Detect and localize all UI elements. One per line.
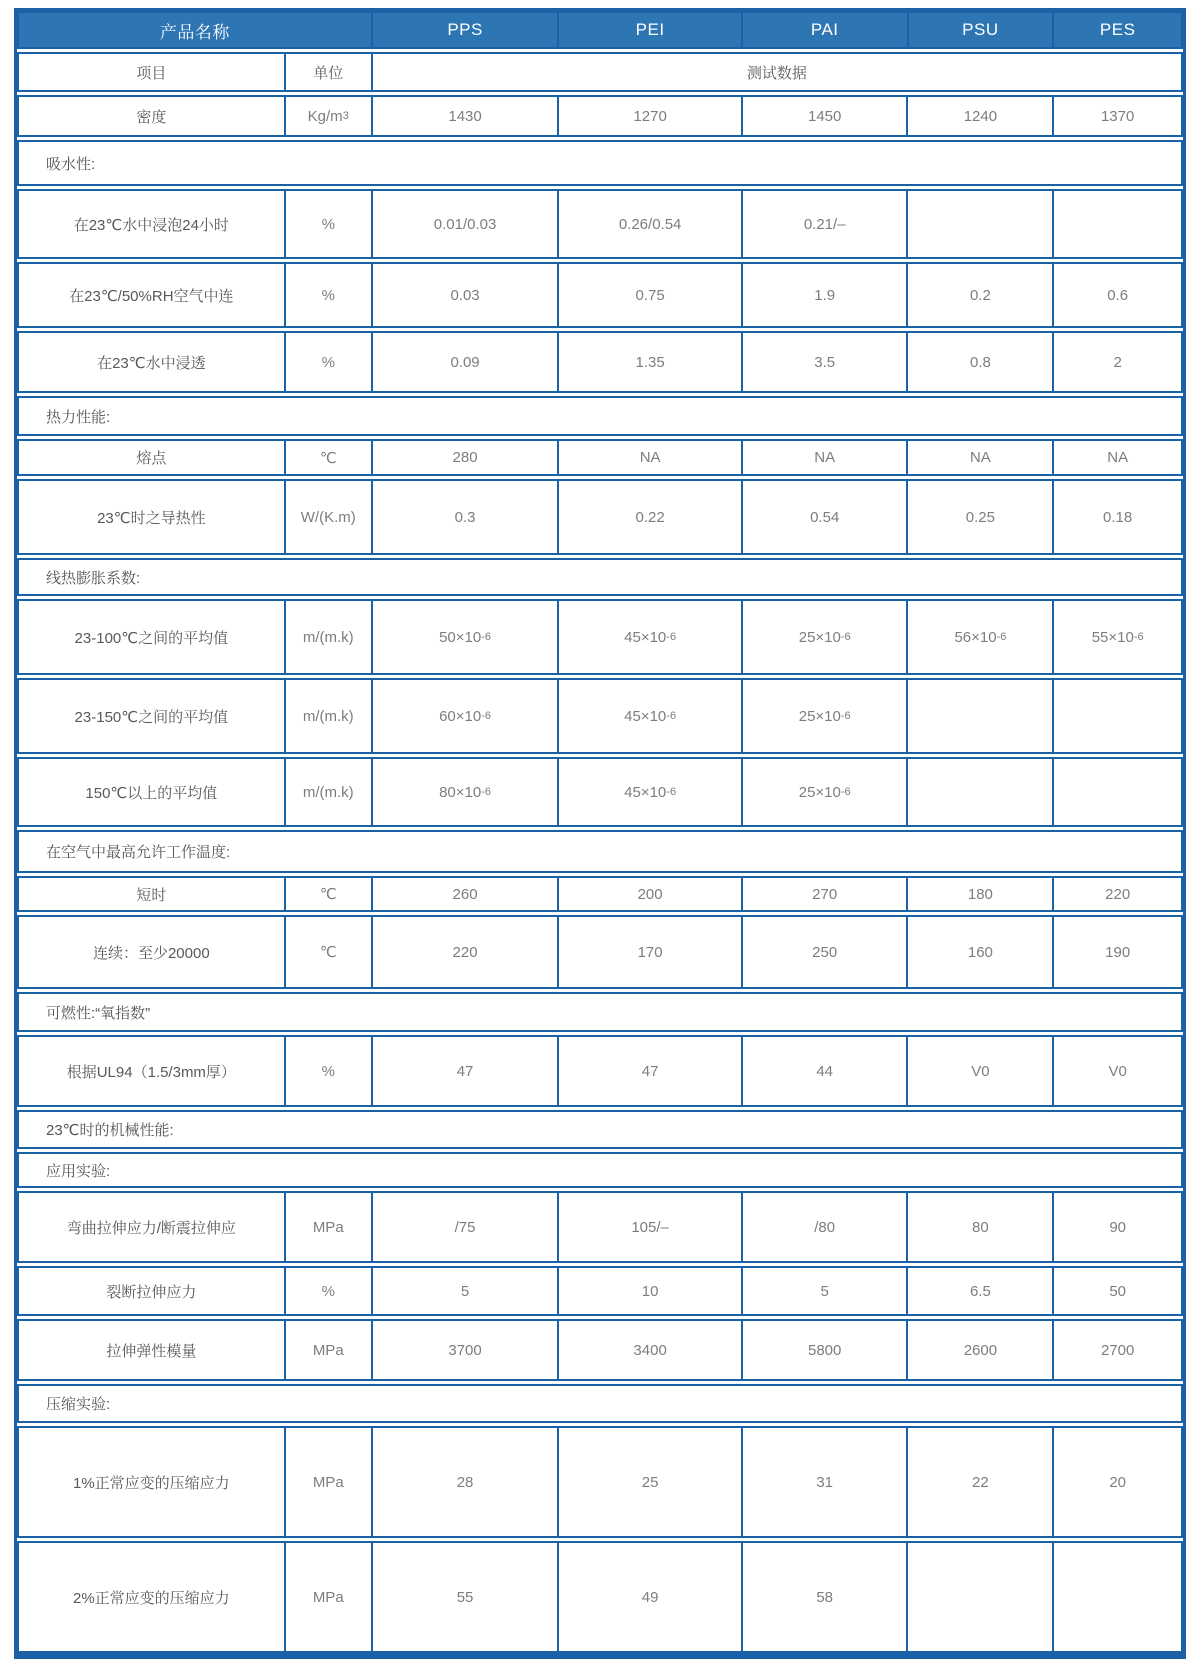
row-value-cell: 58 <box>743 1543 909 1651</box>
row-unit-cell: m/(m.k) <box>286 680 373 752</box>
row-unit-cell: MPa <box>286 1543 373 1651</box>
section-label: 23℃时的机械性能: <box>46 1122 174 1139</box>
row-label-cell: 根据UL94（1.5/3mm厚） <box>19 1037 286 1105</box>
row-value-cell: 47 <box>559 1037 743 1105</box>
table-row <box>17 1319 1183 1381</box>
section-row <box>17 140 1183 186</box>
row-value-cell: 6.5 <box>908 1268 1054 1314</box>
row-value-cell: 45×10 -6 <box>559 759 743 825</box>
table-row <box>17 262 1183 328</box>
row-value-cell: 180 <box>908 878 1054 910</box>
row-value-cell: 2600 <box>908 1321 1054 1379</box>
section-row <box>17 992 1183 1032</box>
row-value-cell: 50 <box>1109 1282 1126 1300</box>
section-label: 应用实验: <box>46 1162 111 1180</box>
row-value-cell: 105/– <box>559 1193 743 1261</box>
row-value-cell: 0.18 <box>1103 508 1133 526</box>
product-spec-table <box>14 8 1186 1659</box>
row-value-cell: 170 <box>559 917 743 987</box>
row-value-cell: 0.54 <box>743 481 909 553</box>
row-value-cell: 160 <box>908 917 1054 987</box>
row-value-cell: 60×10 -6 <box>373 680 560 752</box>
section-row <box>17 1152 1183 1188</box>
row-unit-cell: Kg/m 3 <box>286 97 373 135</box>
row-value-cell: 47 <box>373 1037 560 1105</box>
section-row <box>17 1110 1183 1149</box>
row-value-cell: 0.25 <box>908 481 1054 553</box>
row-label-cell: 150℃以上的平均值 <box>19 759 286 825</box>
row-unit-cell: ℃ <box>286 441 373 474</box>
row-value-cell: 0.03 <box>373 264 560 326</box>
row-label-cell: 2%正常应变的压缩应力 <box>19 1543 286 1651</box>
row-value-cell: 25 <box>559 1428 743 1536</box>
row-value-cell: 1370 <box>1100 107 1135 125</box>
table-row <box>17 1191 1183 1263</box>
row-value-cell <box>1054 759 1181 825</box>
row-value-cell: NA <box>743 441 909 474</box>
row-value-cell: 0.3 <box>373 481 560 553</box>
row-value-cell: 1270 <box>559 97 743 135</box>
row-unit-cell: % <box>286 333 373 391</box>
row-value-cell: /80 <box>743 1193 909 1261</box>
row-value-cell: 25×10 -6 <box>743 601 909 673</box>
row-value-cell: NA <box>1107 449 1129 466</box>
table-row <box>17 1541 1183 1653</box>
row-value-cell: 56×10 -6 <box>908 601 1054 673</box>
row-value-cell: 20 <box>1109 1473 1126 1491</box>
row-value-cell: 3.5 <box>743 333 909 391</box>
row-value-cell: 49 <box>559 1543 743 1651</box>
row-unit-cell: W/(K.m) <box>286 481 373 553</box>
row-value-cell: 0.22 <box>559 481 743 553</box>
table-row <box>17 95 1183 137</box>
header-product-cell: PES <box>1099 20 1136 39</box>
row-value-cell: NA <box>559 441 743 474</box>
header-product-name-cell: 产品名称 <box>19 13 373 47</box>
row-unit-cell: ℃ <box>286 878 373 910</box>
row-value-cell: 220 <box>1105 885 1131 903</box>
row-label-cell: 弯曲拉伸应力/断震拉伸应 <box>19 1193 286 1261</box>
row-label-cell: 1%正常应变的压缩应力 <box>19 1428 286 1536</box>
row-label-cell: 在23℃水中浸泡24小时 <box>19 191 286 257</box>
table-row <box>17 678 1183 754</box>
row-value-cell: 1450 <box>743 97 909 135</box>
row-value-cell: 280 <box>373 441 560 474</box>
row-value-cell: 2 <box>1113 353 1122 371</box>
row-value-cell: V0 <box>908 1037 1054 1105</box>
row-label-cell: 连续：至少20000 <box>19 917 286 987</box>
row-value-cell: 270 <box>743 878 909 910</box>
row-value-cell: NA <box>908 441 1054 474</box>
header-product-cell: PSU <box>909 13 1055 47</box>
row-value-cell: V0 <box>1108 1062 1127 1080</box>
row-value-cell <box>908 191 1054 257</box>
row-value-cell: 50×10 -6 <box>373 601 560 673</box>
row-value-cell: 190 <box>1105 943 1131 961</box>
section-label: 在空气中最高允许工作温度: <box>46 844 231 861</box>
section-label: 热力性能: <box>46 408 111 426</box>
header-product-cell: PAI <box>743 13 909 47</box>
row-unit-cell: m/(m.k) <box>286 759 373 825</box>
row-value-cell: 0.8 <box>908 333 1054 391</box>
row-value-cell: 45×10 -6 <box>559 680 743 752</box>
header-product-cell: PEI <box>559 13 743 47</box>
row-value-cell <box>908 680 1054 752</box>
row-value-cell: 3400 <box>559 1321 743 1379</box>
row-value-cell: 25×10 -6 <box>743 680 909 752</box>
row-value-cell: 44 <box>743 1037 909 1105</box>
row-value-cell: 0.2 <box>908 264 1054 326</box>
row-unit-cell: % <box>286 264 373 326</box>
row-unit-cell: ℃ <box>286 917 373 987</box>
row-label-cell: 在23℃/50%RH空气中连 <box>19 264 286 326</box>
section-label: 压缩实验: <box>46 1396 111 1413</box>
row-label-cell: 23℃时之导热性 <box>19 481 286 553</box>
row-value-cell: 22 <box>908 1428 1054 1536</box>
row-value-cell: 80×10 -6 <box>373 759 560 825</box>
row-label-cell: 裂断拉伸应力 <box>19 1268 286 1314</box>
section-label: 可燃性:“氧指数” <box>46 1004 151 1022</box>
row-value-cell: 0.75 <box>559 264 743 326</box>
section-label: 线热膨胀系数: <box>46 569 141 587</box>
section-row <box>17 558 1183 596</box>
row-value-cell: 55×10 -6 <box>1091 628 1144 646</box>
row-label-cell: 23-100℃之间的平均值 <box>19 601 286 673</box>
row-label-cell: 熔点 <box>19 441 286 474</box>
row-value-cell: 1.35 <box>559 333 743 391</box>
row-value-cell: 250 <box>743 917 909 987</box>
row-value-cell: 260 <box>373 878 560 910</box>
row-value-cell: 45×10 -6 <box>559 601 743 673</box>
row-value-cell: 0.21/– <box>743 191 909 257</box>
subheader-item-cell: 项目 <box>19 54 286 90</box>
row-value-cell: 10 <box>559 1268 743 1314</box>
row-value-cell: 55 <box>373 1543 560 1651</box>
row-label-cell: 23-150℃之间的平均值 <box>19 680 286 752</box>
row-value-cell <box>1054 1543 1181 1651</box>
row-value-cell: 5 <box>373 1268 560 1314</box>
section-row <box>17 396 1183 436</box>
table-row <box>17 757 1183 827</box>
row-unit-cell: % <box>286 191 373 257</box>
row-value-cell: 5 <box>743 1268 909 1314</box>
row-value-cell: 1.9 <box>743 264 909 326</box>
row-value-cell: 3700 <box>373 1321 560 1379</box>
section-label: 吸水性: <box>46 155 96 173</box>
table-row <box>17 599 1183 675</box>
table-row <box>17 331 1183 393</box>
row-value-cell: 80 <box>908 1193 1054 1261</box>
row-value-cell <box>1054 680 1181 752</box>
table-row <box>17 1426 1183 1538</box>
table-row <box>17 1266 1183 1316</box>
row-value-cell: 25×10 -6 <box>743 759 909 825</box>
row-value-cell: 28 <box>373 1428 560 1536</box>
section-row <box>17 830 1183 873</box>
row-value-cell: 5800 <box>743 1321 909 1379</box>
row-value-cell: 1240 <box>908 97 1054 135</box>
table-row <box>17 915 1183 989</box>
row-unit-cell: % <box>286 1268 373 1314</box>
row-label-cell: 在23℃水中浸透 <box>19 333 286 391</box>
table-subheader-row <box>17 52 1183 92</box>
row-value-cell: 90 <box>1109 1218 1126 1236</box>
table-header-row <box>17 11 1183 49</box>
row-value-cell: /75 <box>373 1193 560 1261</box>
row-unit-cell: MPa <box>286 1428 373 1536</box>
row-value-cell: 0.09 <box>373 333 560 391</box>
row-value-cell: 2700 <box>1100 1341 1135 1359</box>
row-unit-cell: MPa <box>286 1193 373 1261</box>
row-value-cell: 31 <box>743 1428 909 1536</box>
section-row <box>17 1384 1183 1423</box>
table-row <box>17 439 1183 476</box>
row-unit-cell: MPa <box>286 1321 373 1379</box>
row-value-cell <box>908 759 1054 825</box>
row-label-cell: 密度 <box>19 97 286 135</box>
subheader-testdata-cell: 测试数据 <box>746 64 807 82</box>
row-label-cell: 短时 <box>19 878 286 910</box>
row-label-cell: 拉伸弹性模量 <box>19 1321 286 1379</box>
row-value-cell: 1430 <box>373 97 560 135</box>
row-value-cell: 0.26/0.54 <box>559 191 743 257</box>
header-product-cell: PPS <box>373 13 560 47</box>
table-row <box>17 189 1183 259</box>
row-unit-cell: m/(m.k) <box>286 601 373 673</box>
row-value-cell: 0.01/0.03 <box>373 191 560 257</box>
row-unit-cell: % <box>286 1037 373 1105</box>
row-value-cell: 220 <box>373 917 560 987</box>
row-value-cell: 0.6 <box>1107 286 1129 304</box>
row-value-cell <box>908 1543 1054 1651</box>
table-row <box>17 479 1183 555</box>
table-row <box>17 1035 1183 1107</box>
table-row <box>17 876 1183 912</box>
row-value-cell: 200 <box>559 878 743 910</box>
row-value-cell <box>1054 191 1181 257</box>
subheader-unit-cell: 单位 <box>286 54 373 90</box>
